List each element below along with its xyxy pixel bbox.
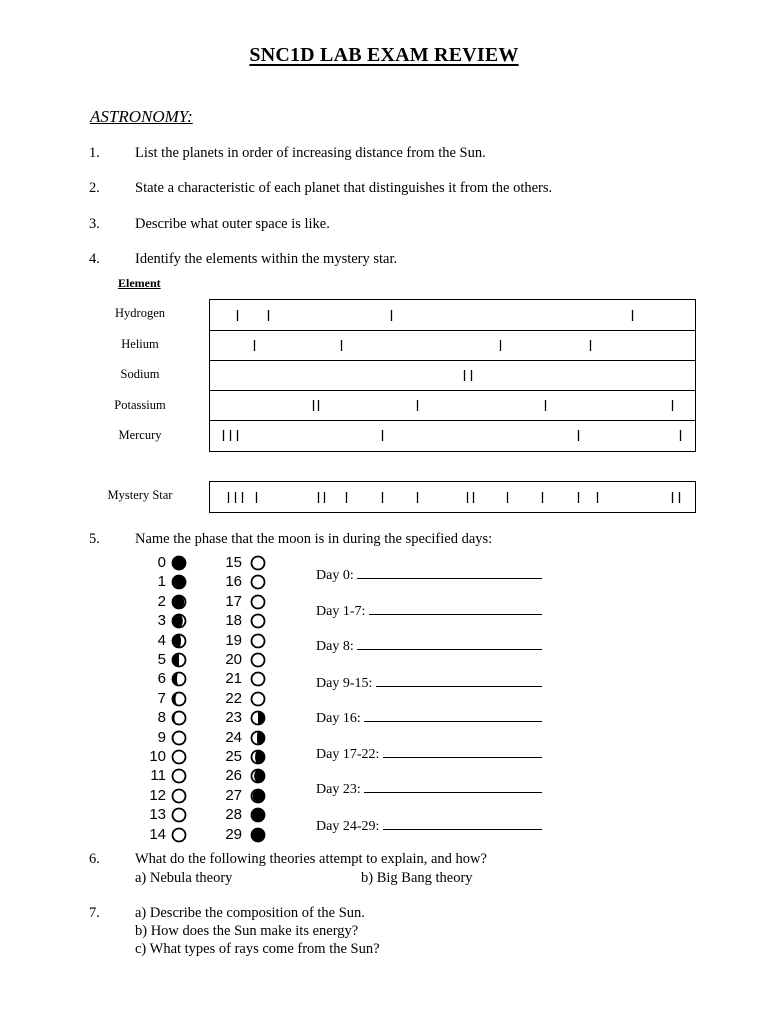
moon-phase-icon: [171, 768, 187, 784]
moon-phase-icon: [171, 671, 187, 687]
question-number: 6.: [89, 851, 100, 867]
moon-phase-icon: [250, 652, 266, 668]
question-number: 7.: [89, 905, 100, 921]
moon-day-number: 24: [225, 728, 242, 746]
answer-blank[interactable]: [357, 566, 542, 579]
day-prompt: [316, 780, 542, 798]
moon-phase-icon: [250, 749, 266, 765]
spectrum-row-hydrogen: [210, 300, 695, 331]
day-prompt-label: Day 0:: [316, 568, 358, 583]
spectrum-row-helium: [210, 330, 695, 361]
day-prompt: [316, 674, 542, 692]
moon-day-number: 5: [157, 651, 166, 668]
mystery-star-spectrum: [209, 481, 696, 513]
moon-phase-icon: [250, 788, 266, 804]
moon-day-number: 20: [225, 651, 242, 668]
moon-phase-icon: [171, 594, 187, 610]
element-label-hydrogen: Hydrogen: [115, 306, 165, 320]
day-prompt-label: Day 8:: [316, 639, 358, 654]
moon-day-number: 17: [225, 592, 242, 610]
moon-phase-icon: [171, 555, 187, 571]
moon-day-number: 22: [225, 689, 242, 707]
moon-phase-icon: [171, 574, 187, 590]
moon-day-number: 3: [157, 612, 166, 630]
question-text: Name the phase that the moon is in during the specified days:: [135, 531, 493, 547]
moon-phase-icon: [250, 768, 266, 784]
moon-phase-icon: [250, 555, 266, 571]
moon-phase-icon: [171, 652, 187, 668]
element-column-header: Element: [118, 276, 161, 290]
moon-day-number: 26: [225, 767, 242, 785]
mystery-star-label: Mystery Star: [107, 488, 173, 502]
page-title: SNC1D LAB EXAM REVIEW: [249, 44, 519, 66]
moon-phase-icon: [171, 613, 187, 629]
question-number: 5.: [89, 531, 100, 547]
moon-day-number: 15: [225, 554, 242, 571]
day-prompt: [316, 602, 542, 620]
element-label-helium: Helium: [121, 337, 159, 351]
moon-day-number: 25: [225, 748, 242, 765]
day-prompt: [316, 745, 542, 763]
moon-day-number: 29: [225, 825, 242, 843]
day-prompt: [316, 637, 542, 655]
moon-day-number: 11: [150, 767, 166, 785]
moon-day-number: 4: [157, 631, 166, 649]
moon-day-number: 14: [149, 825, 166, 843]
moon-phase-icon: [171, 691, 187, 707]
spectrum-row-mercury: [210, 420, 695, 450]
moon-phase-icon: [171, 807, 187, 823]
section-heading: ASTRONOMY:: [90, 107, 193, 126]
answer-blank[interactable]: [364, 709, 542, 722]
moon-phase-icon: [171, 633, 187, 649]
day-prompt-label: Day 24-29:: [316, 819, 383, 834]
q7-part-a: a) Describe the composition of the Sun.: [135, 905, 365, 921]
question-text: State a characteristic of each planet that distinguishes it from the others.: [135, 180, 553, 196]
moon-day-number: 7: [157, 689, 166, 707]
moon-day-number: 18: [225, 612, 242, 630]
q7-part-b: b) How does the Sun make its energy?: [135, 923, 359, 939]
moon-phase-icon: [171, 827, 187, 843]
moon-phase-icon: [250, 613, 266, 629]
option-big-bang-theory: b) Big Bang theory: [361, 870, 473, 886]
moon-day-number: 21: [225, 670, 242, 688]
element-label-mercury: Mercury: [118, 428, 162, 442]
spectrum-lines: [210, 330, 695, 360]
moon-phase-chart: [130, 554, 280, 846]
answer-blank[interactable]: [376, 674, 542, 687]
moon-day-number: 13: [149, 806, 166, 824]
moon-phase-icon: [250, 574, 266, 590]
answer-blank[interactable]: [364, 780, 542, 793]
element-label-sodium: Sodium: [120, 367, 160, 381]
question-text: Describe what outer space is like.: [135, 216, 330, 232]
moon-phase-icon: [250, 633, 266, 649]
answer-blank[interactable]: [383, 817, 542, 830]
moon-phase-icon: [171, 730, 187, 746]
moon-phase-icon: [250, 691, 266, 707]
moon-phase-icon: [171, 710, 187, 726]
moon-phase-icon: [250, 807, 266, 823]
day-prompt-label: Day 17-22:: [316, 747, 383, 762]
option-nebula-theory: a) Nebula theory: [135, 870, 233, 886]
element-spectra-table: [209, 299, 696, 452]
question-number: 2.: [89, 180, 100, 196]
moon-day-number: 9: [157, 728, 166, 746]
question-text: What do the following theories attempt to explain, and how?: [135, 851, 487, 867]
answer-blank[interactable]: [357, 637, 542, 650]
moon-day-number: 0: [157, 554, 166, 571]
moon-day-number: 1: [157, 573, 166, 591]
day-prompt: [316, 566, 542, 584]
spectrum-row-potassium: [210, 390, 695, 421]
moon-day-number: 2: [157, 592, 166, 610]
moon-day-number: 23: [225, 709, 242, 727]
day-prompt-label: Day 1-7:: [316, 604, 369, 619]
day-prompt-label: Day 9-15:: [316, 676, 376, 691]
day-prompt: [316, 817, 542, 835]
moon-phase-icon: [250, 671, 266, 687]
moon-day-number: 16: [225, 573, 242, 591]
moon-phase-icon: [250, 730, 266, 746]
spectrum-lines: [210, 390, 695, 420]
spectrum-lines: [210, 360, 695, 390]
question-text: List the planets in order of increasing distance from the Sun.: [135, 145, 486, 161]
moon-phase-icon: [250, 710, 266, 726]
day-prompt: [316, 709, 542, 727]
moon-day-number: 27: [225, 786, 242, 804]
moon-phase-icon: [250, 594, 266, 610]
element-label-potassium: Potassium: [114, 398, 166, 412]
moon-day-number: 28: [225, 806, 242, 824]
day-prompt-label: Day 23:: [316, 782, 365, 797]
moon-day-number: 10: [149, 748, 166, 765]
spectrum-lines: [210, 300, 695, 330]
spectrum-lines: [210, 420, 695, 450]
day-prompt-label: Day 16:: [316, 711, 365, 726]
moon-day-number: 19: [225, 631, 242, 649]
question-text: Identify the elements within the mystery star.: [135, 251, 398, 267]
moon-phase-icon: [250, 827, 266, 843]
spectrum-row-sodium: [210, 360, 695, 391]
answer-blank[interactable]: [383, 745, 542, 758]
answer-blank[interactable]: [369, 602, 542, 615]
moon-day-number: 8: [157, 709, 166, 727]
moon-phase-icon: [171, 788, 187, 804]
question-number: 1.: [89, 145, 100, 161]
moon-day-number: 12: [149, 786, 166, 804]
moon-phase-icon: [171, 749, 187, 765]
question-number: 4.: [89, 251, 100, 267]
question-number: 3.: [89, 216, 100, 232]
spectrum-lines: [210, 482, 695, 512]
moon-day-number: 6: [157, 670, 166, 688]
q7-part-c: c) What types of rays come from the Sun?: [135, 941, 380, 957]
